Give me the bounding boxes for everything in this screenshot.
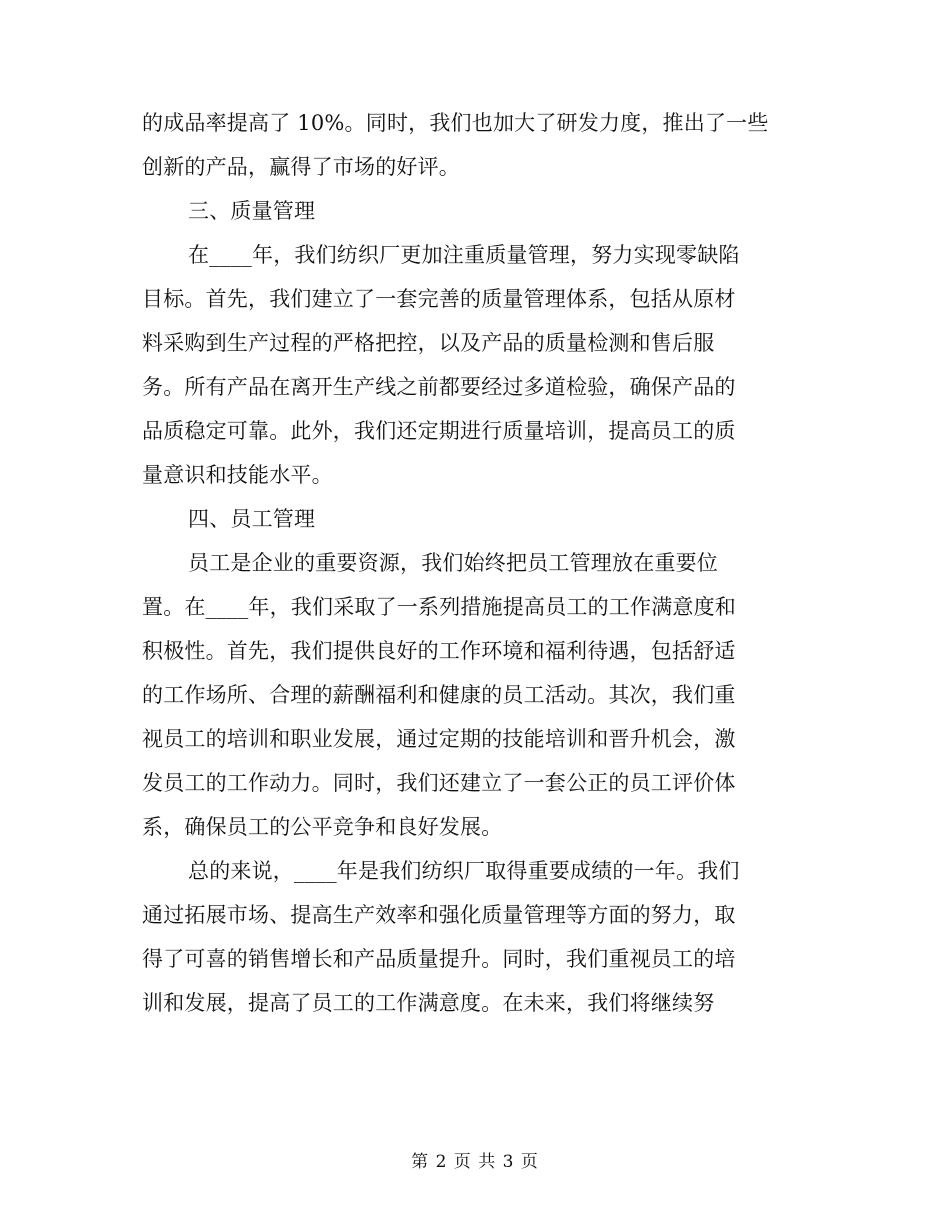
paragraph-line: 员工是企业的重要资源，我们始终把员工管理放在重要位 bbox=[188, 551, 718, 575]
paragraph-line: 积极性。首先，我们提供良好的工作环境和福利待遇，包括舒适 bbox=[142, 639, 736, 663]
section-heading-staff: 四、员工管理 bbox=[188, 507, 316, 531]
paragraph-line: 通过拓展市场、提高生产效率和强化质量管理等方面的努力，取 bbox=[142, 903, 736, 927]
page-number-footer: 第 2 页 共 3 页 bbox=[411, 1152, 539, 1172]
paragraph-line: 的工作场所、合理的薪酬福利和健康的员工活动。其次，我们重 bbox=[142, 683, 736, 707]
paragraph-line: 料采购到生产过程的严格把控，以及产品的质量检测和售后服 bbox=[142, 331, 715, 355]
paragraph-line: 务。所有产品在离开生产线之前都要经过多道检验，确保产品的 bbox=[142, 375, 736, 399]
paragraph-line: 视员工的培训和职业发展，通过定期的技能培训和晋升机会，激 bbox=[142, 727, 736, 751]
paragraph-line: 的成品率提高了 10%。同时，我们也加大了研发力度，推出了一些 bbox=[142, 111, 769, 135]
paragraph-line: 品质稳定可靠。此外，我们还定期进行质量培训，提高员工的质 bbox=[142, 419, 736, 443]
section-heading-quality: 三、质量管理 bbox=[188, 199, 316, 223]
paragraph-line: 置。在____年，我们采取了一系列措施提高员工的工作满意度和 bbox=[142, 595, 736, 619]
paragraph-line: 创新的产品，赢得了市场的好评。 bbox=[142, 155, 460, 179]
paragraph-line: 在____年，我们纺织厂更加注重质量管理，努力实现零缺陷 bbox=[188, 243, 740, 267]
paragraph-line: 训和发展，提高了员工的工作满意度。在未来，我们将继续努 bbox=[142, 991, 715, 1015]
paragraph-line: 发员工的工作动力。同时，我们还建立了一套公正的员工评价体 bbox=[142, 771, 736, 795]
paragraph-line: 得了可喜的销售增长和产品质量提升。同时，我们重视员工的培 bbox=[142, 947, 736, 971]
paragraph-line: 系，确保员工的公平竞争和良好发展。 bbox=[142, 815, 503, 839]
paragraph-line: 量意识和技能水平。 bbox=[142, 463, 333, 487]
paragraph-line: 总的来说，____年是我们纺织厂取得重要成绩的一年。我们 bbox=[188, 859, 740, 883]
paragraph-line: 目标。首先，我们建立了一套完善的质量管理体系，包括从原材 bbox=[142, 287, 736, 311]
document-body bbox=[142, 101, 822, 1025]
